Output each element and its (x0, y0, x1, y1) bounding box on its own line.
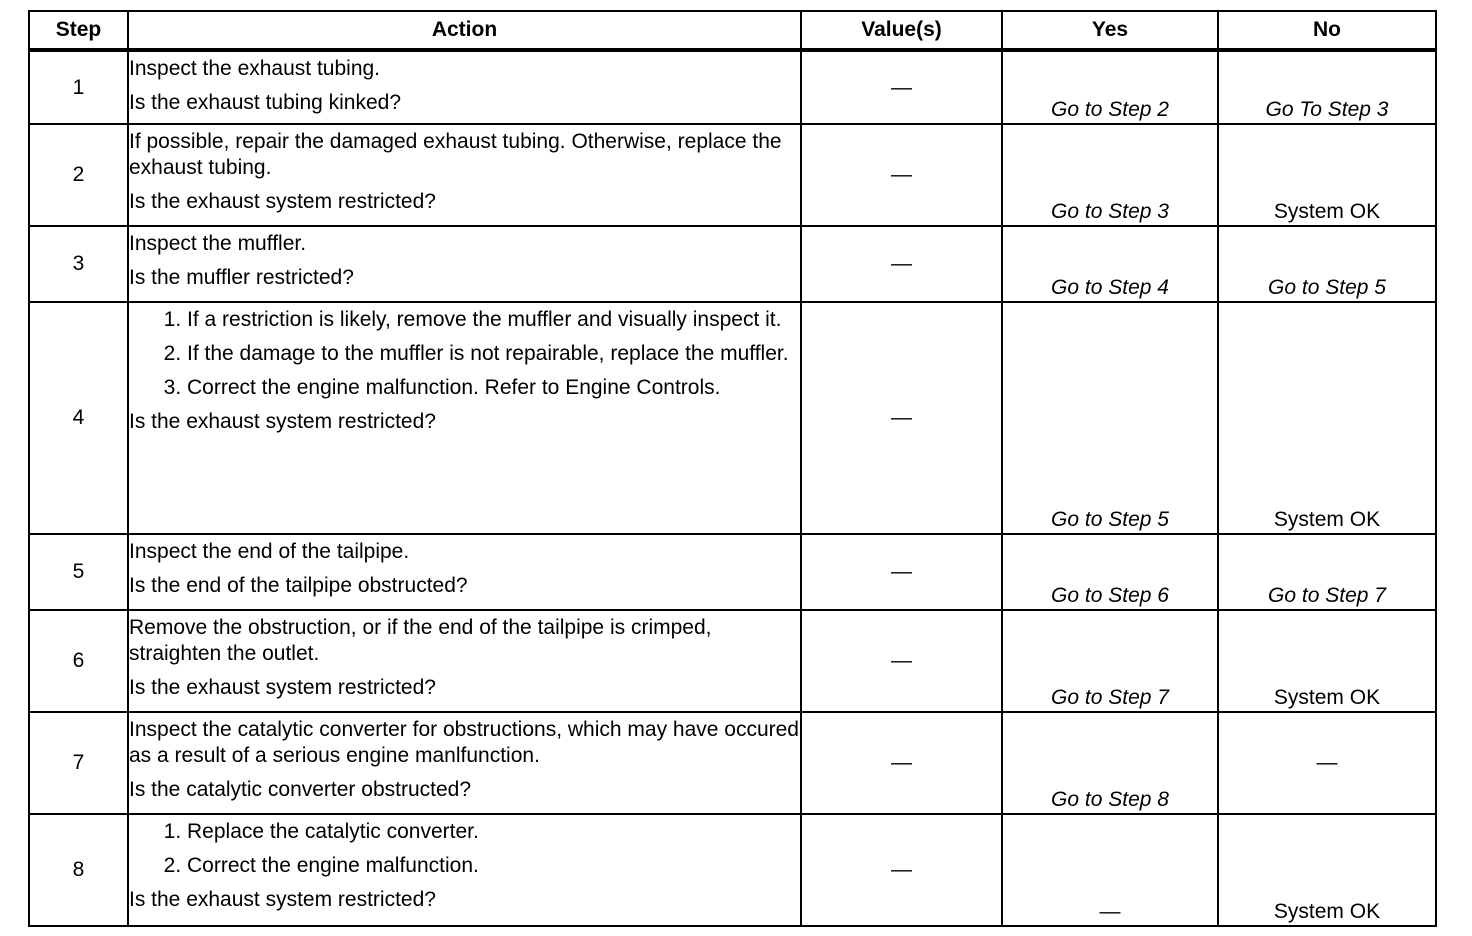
action-question: Is the exhaust system restricted? (129, 410, 436, 433)
step-number: 7 (29, 712, 128, 814)
action-text: If possible, repair the damaged exhaust tubing. Otherwise, replace the exhaust tubing. (129, 130, 782, 179)
action-text: Inspect the exhaust tubing. (129, 57, 381, 80)
yes-cell: — (1002, 814, 1218, 926)
table-row (29, 712, 1436, 814)
table-row (29, 302, 1436, 534)
action-question: Is the exhaust tubing kinked? (129, 91, 402, 114)
action-list-item: 3. Correct the engine malfunction. Refer to Engine Controls. (187, 375, 800, 401)
table-body (29, 50, 1436, 926)
table-row (29, 226, 1436, 302)
action-text: Inspect the muffler. (129, 232, 307, 255)
action-list-item: 1. If a restriction is likely, remove the muffler and visually inspect it. (187, 307, 800, 333)
header-row (29, 11, 1436, 50)
action-cell (128, 50, 801, 124)
value-cell: — (801, 124, 1002, 226)
step-number: 3 (29, 226, 128, 302)
action-question: Is the muffler restricted? (129, 266, 354, 289)
action-question: Is the exhaust system restricted? (129, 888, 436, 911)
header-action: Action (128, 11, 801, 50)
header-no: No (1218, 11, 1436, 50)
action-text: Remove the obstruction, or if the end of the tailpipe is crimped, straighten the outlet. (129, 616, 712, 665)
value-cell: — (801, 226, 1002, 302)
action-cell (128, 814, 801, 926)
action-cell (128, 226, 801, 302)
yes-cell: Go to Step 8 (1002, 712, 1218, 814)
yes-cell: Go to Step 6 (1002, 534, 1218, 610)
value-cell: — (801, 534, 1002, 610)
no-cell: System OK (1218, 302, 1436, 534)
yes-cell: Go to Step 4 (1002, 226, 1218, 302)
action-question: Is the end of the tailpipe obstructed? (129, 574, 468, 597)
action-cell (128, 712, 801, 814)
no-cell: Go to Step 5 (1218, 226, 1436, 302)
step-number: 2 (29, 124, 128, 226)
header-step: Step (29, 11, 128, 50)
header-values: Value(s) (801, 11, 1002, 50)
action-list-item: 1. Replace the catalytic converter. (187, 819, 800, 845)
step-number: 4 (29, 302, 128, 534)
table-row (29, 50, 1436, 124)
action-list-item: 2. Correct the engine malfunction. (187, 853, 800, 879)
action-question: Is the exhaust system restricted? (129, 676, 436, 699)
action-cell (128, 610, 801, 712)
step-number: 5 (29, 534, 128, 610)
yes-cell: Go to Step 2 (1002, 50, 1218, 124)
action-question: Is the catalytic converter obstructed? (129, 778, 471, 801)
action-list (129, 819, 800, 879)
no-cell: System OK (1218, 124, 1436, 226)
action-cell (128, 124, 801, 226)
no-cell: — (1218, 712, 1436, 814)
action-text: Inspect the end of the tailpipe. (129, 540, 410, 563)
step-number: 6 (29, 610, 128, 712)
table-row (29, 610, 1436, 712)
action-list (129, 307, 800, 401)
action-cell (128, 302, 801, 534)
table-row (29, 534, 1436, 610)
table-row (29, 124, 1436, 226)
action-list-item: 2. If the damage to the muffler is not repairable, replace the muffler. (187, 341, 800, 367)
no-cell: Go to Step 7 (1218, 534, 1436, 610)
diagnostic-table (28, 10, 1437, 927)
no-cell: Go To Step 3 (1218, 50, 1436, 124)
yes-cell: Go to Step 7 (1002, 610, 1218, 712)
value-cell: — (801, 610, 1002, 712)
step-number: 8 (29, 814, 128, 926)
no-cell: System OK (1218, 610, 1436, 712)
value-cell: — (801, 814, 1002, 926)
value-cell: — (801, 50, 1002, 124)
value-cell: — (801, 712, 1002, 814)
yes-cell: Go to Step 5 (1002, 302, 1218, 534)
action-text: Inspect the catalytic converter for obstructions, which may have occured as a result of a serious engine manlfunction. (129, 718, 799, 767)
table-row (29, 814, 1436, 926)
step-number: 1 (29, 50, 128, 124)
yes-cell: Go to Step 3 (1002, 124, 1218, 226)
action-cell (128, 534, 801, 610)
no-cell: System OK (1218, 814, 1436, 926)
value-cell: — (801, 302, 1002, 534)
action-question: Is the exhaust system restricted? (129, 190, 436, 213)
header-yes: Yes (1002, 11, 1218, 50)
